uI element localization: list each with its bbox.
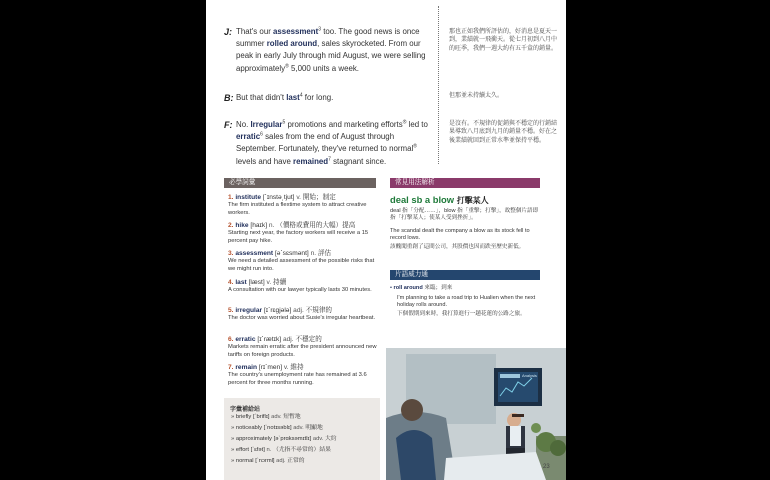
vocab-word[interactable]: institute xyxy=(235,194,261,201)
phrase-example-en: I'm planning to take a road trip to Hualien when the next holiday rolls around. xyxy=(397,295,536,309)
vocab-word[interactable]: remain xyxy=(235,364,257,371)
phrase-example-zh: 下個假期到來時，我打算進行一趟花蓮的公路之旅。 xyxy=(397,311,526,317)
textbook-page xyxy=(206,0,566,480)
vocab-section-header: 必學詞彙 xyxy=(224,178,376,188)
speaker-label: F: xyxy=(224,120,233,130)
supplement-item: » noticeably [ˋnotɪsəblɪ] adv. 明顯地 xyxy=(231,425,323,431)
vocab-supplement-box xyxy=(224,398,380,480)
svg-text:Analysis: Analysis xyxy=(522,373,537,378)
usage-example-en: The scandal dealt the company a blow as its stock fell to record lows. xyxy=(390,228,530,242)
speaker-label: B: xyxy=(224,93,234,103)
example-sentence: Markets remain erratic after the president announced new tariffs on foreign products. xyxy=(228,344,377,358)
vocab-highlight[interactable]: remained xyxy=(293,156,329,166)
page-number: 23 xyxy=(543,464,550,470)
dialogue-text: That's our assessment$^3$ too. The good news is once summer rolled around, sales skyrocketed. From our peak in early July through mid August, we were selling approximately® 5,000 units a week. xyxy=(236,26,426,73)
vocab-entry: 6. erratic [ɪˋrætɪk] adj. 不穩定的 Markets remain erratic after the president announced new tariffs on foreign products. xyxy=(228,336,377,358)
usage-explanation: deal 指「分配……」，blow 指「重擊；打擊」，故整個片語即指「打擊某人；使某人受到挫折」。 xyxy=(390,208,539,222)
vocab-entry: 1. institute [ˋɪnstə͵tjut] v. 開始；制定 The firm instituted a flextime system to attract creative workers. xyxy=(228,194,378,217)
vocab-word[interactable]: hike xyxy=(235,222,249,229)
dialogue-text: No. Irregular$^5$ promotions and marketing efforts® led to erratic$^6$ sales from the end of August through September. Fortunately, they've returned to normal® levels and have remained$^7$ stagnant since. xyxy=(236,119,428,166)
phrase-highlight[interactable]: rolled around xyxy=(266,39,318,49)
translation-b: 但那並未持續太久。 xyxy=(449,93,504,99)
vocab-entry: 5. irregular [ɪˋrɛgjələ] adj. 不規律的 The doctor was worried about Susie's irregular heartbeat. xyxy=(228,307,378,323)
vocab-highlight[interactable]: assessment xyxy=(273,27,319,36)
supplement-item: » briefly [ˋbriflɪ] adv. 短暫地 xyxy=(231,414,301,420)
dotted-divider xyxy=(438,6,439,164)
phrase-entry: • roll around 來臨；到來 xyxy=(390,285,453,291)
vocab-word[interactable]: irregular xyxy=(235,307,263,314)
vocab-entry: 3. assessment [əˋsɛsmənt] n. 評估 We need a detailed assessment of the possible risks that we might run into. xyxy=(228,250,378,273)
usage-section-header: 常見用法解析 xyxy=(390,178,540,188)
meeting-photo xyxy=(386,348,566,480)
vocab-word[interactable]: erratic xyxy=(235,336,256,343)
bullet-icon: • xyxy=(390,285,392,291)
example-sentence: The doctor was worried about Susie's irregular heartbeat. xyxy=(228,315,376,321)
vocab-entry: 7. remain [rɪˋmen] v. 維持 The country's unemployment rate has remained at 3.6 percent for three months running. xyxy=(228,364,378,387)
supplement-item: » effort [ˋɛfət] n. （尤指不尋常的）結果 xyxy=(231,447,331,453)
phrase-section-header: 片語威力通 xyxy=(390,270,540,280)
phrase-term[interactable]: roll around xyxy=(393,285,423,291)
vocab-word[interactable]: last xyxy=(235,279,247,286)
usage-example-zh: 該醜聞重創了這間公司，其股價也因而跌至歷史新低。 xyxy=(390,244,525,250)
usage-title: deal sb a blow 打擊某人 xyxy=(390,194,489,205)
dialogue-text: But that didn't last$^4$ for long. xyxy=(236,92,334,102)
vocab-entry: 4. last [læst] v. 持續 A consultation with our lawyer typically lasts 30 minutes. xyxy=(228,279,378,295)
supplement-item: » approximately [əˋprɑksəmɪtlɪ] adv. 大約 xyxy=(231,436,337,442)
supplement-title: 字彙補給站 xyxy=(230,407,261,413)
speaker-label: J: xyxy=(224,27,233,37)
translation-j: 那也正如我們所評估的，好消息是夏天一到，業績就一飛衝天。從七月初到八月中的旺季，我們一週大約有五千盒的銷量。 xyxy=(449,29,558,52)
example-sentence: Starting next year, the factory workers will receive a 15 percent pay hike. xyxy=(228,230,369,244)
vocab-highlight[interactable]: Irregular xyxy=(250,120,283,129)
vocab-entry: 2. hike [haɪk] n. （價格或費用的大幅）提高 Starting next year, the factory workers will receive a 15 percent pay hike. xyxy=(228,222,378,245)
translation-f: 是沒有。不規律的促銷與不穩定的行銷結果導致八月底到九月的銷量不穩。好在之後業績就回到正常水準並保持平穩。 xyxy=(449,121,558,144)
supplement-item: » normal [ˋnɔrml] adj. 正常的 xyxy=(231,458,305,464)
example-sentence: The firm instituted a flextime system to attract creative workers. xyxy=(228,202,367,216)
vocab-highlight[interactable]: erratic xyxy=(236,132,261,142)
vocab-word[interactable]: assessment xyxy=(235,250,274,257)
example-sentence: We need a detailed assessment of the possible risks that we might run into. xyxy=(228,258,375,272)
example-sentence: The country's unemployment rate has remained at 3.6 percent for three months running. xyxy=(228,372,367,386)
example-sentence: A consultation with our lawyer typically lasts 30 minutes. xyxy=(228,287,372,293)
meeting-photo-illustration xyxy=(386,348,566,480)
vocab-highlight[interactable]: last xyxy=(286,93,300,102)
